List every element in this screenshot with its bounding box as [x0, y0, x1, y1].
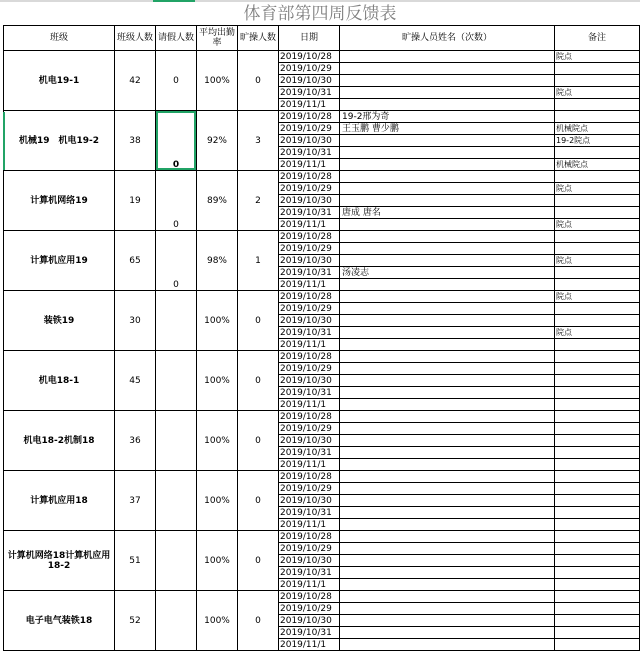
remark-cell[interactable]	[555, 267, 640, 279]
class-size-cell[interactable]: 19	[115, 171, 156, 231]
table-row	[4, 351, 640, 363]
absent-count-cell[interactable]: 0	[238, 591, 279, 651]
date-cell[interactable]: 2019/10/30	[279, 75, 340, 87]
header-remark[interactable]: 备注	[555, 26, 640, 51]
remark-cell[interactable]	[555, 471, 640, 483]
absent-names-cell[interactable]	[340, 567, 555, 579]
date-cell[interactable]: 2019/10/30	[279, 195, 340, 207]
absent-count-cell[interactable]: 0	[238, 291, 279, 351]
date-cell[interactable]: 2019/10/30	[279, 315, 340, 327]
absent-names-cell[interactable]	[340, 327, 555, 339]
class-size-cell[interactable]: 30	[115, 291, 156, 351]
remark-cell[interactable]	[555, 423, 640, 435]
remark-cell[interactable]	[555, 195, 640, 207]
remark-cell[interactable]	[555, 531, 640, 543]
absent-names-cell[interactable]	[340, 183, 555, 195]
class-size-cell[interactable]: 38	[115, 111, 156, 171]
absent-names-cell[interactable]	[340, 99, 555, 111]
absent-names-cell[interactable]	[340, 447, 555, 459]
date-cell[interactable]: 2019/10/30	[279, 135, 340, 147]
absent-names-cell[interactable]	[340, 171, 555, 183]
remark-cell[interactable]	[555, 63, 640, 75]
date-cell[interactable]: 2019/10/31	[279, 267, 340, 279]
table-row	[4, 591, 640, 603]
avg-rate-cell[interactable]: 100%	[197, 51, 238, 111]
absent-names-cell[interactable]: 19-2邢为奇	[340, 111, 555, 123]
remark-cell[interactable]	[555, 375, 640, 387]
date-cell[interactable]: 2019/11/1	[279, 519, 340, 531]
remark-cell[interactable]	[555, 507, 640, 519]
date-cell[interactable]: 2019/11/1	[279, 639, 340, 651]
class-cell[interactable]: 装铁19	[4, 291, 115, 351]
absent-names-cell[interactable]	[340, 63, 555, 75]
avg-rate-cell[interactable]: 89%	[197, 171, 238, 231]
avg-rate-cell[interactable]: 100%	[197, 471, 238, 531]
remark-cell[interactable]	[555, 243, 640, 255]
remark-cell[interactable]	[555, 399, 640, 411]
date-cell[interactable]: 2019/10/29	[279, 423, 340, 435]
header-leave[interactable]: 请假人数	[156, 26, 197, 51]
absent-names-cell[interactable]	[340, 339, 555, 351]
absent-count-cell[interactable]: 1	[238, 231, 279, 291]
leave-cell[interactable]	[156, 351, 197, 411]
class-cell[interactable]: 机械19 机电19-2	[4, 111, 115, 171]
sheet-title: 体育部第四周反馈表	[243, 4, 397, 24]
table-row	[4, 471, 640, 483]
absent-count-cell[interactable]: 0	[238, 351, 279, 411]
absent-names-cell[interactable]	[340, 603, 555, 615]
absent-names-cell[interactable]	[340, 495, 555, 507]
date-cell[interactable]: 2019/10/31	[279, 627, 340, 639]
date-cell[interactable]: 2019/10/29	[279, 183, 340, 195]
absent-count-cell[interactable]: 0	[238, 411, 279, 471]
absent-names-cell[interactable]	[340, 375, 555, 387]
absent-names-cell[interactable]	[340, 291, 555, 303]
date-cell[interactable]: 2019/10/29	[279, 243, 340, 255]
absent-names-cell[interactable]: 唐成 唐名	[340, 207, 555, 219]
remark-cell[interactable]	[555, 639, 640, 651]
date-cell[interactable]: 2019/10/31	[279, 447, 340, 459]
date-cell[interactable]: 2019/10/29	[279, 123, 340, 135]
date-cell[interactable]: 2019/10/28	[279, 411, 340, 423]
date-cell[interactable]: 2019/10/28	[279, 51, 340, 63]
table-row	[4, 231, 640, 243]
remark-cell[interactable]	[555, 171, 640, 183]
absent-names-cell[interactable]	[340, 531, 555, 543]
remark-cell[interactable]: 机械院点	[555, 159, 640, 171]
absent-names-cell[interactable]	[340, 159, 555, 171]
remark-cell[interactable]: 19-2院点	[555, 135, 640, 147]
column-header-strip	[0, 0, 640, 2]
date-cell[interactable]: 2019/10/31	[279, 147, 340, 159]
remark-cell[interactable]	[555, 567, 640, 579]
class-cell[interactable]: 计算机网络18计算机应用18-2	[4, 531, 115, 591]
row-selection-bar	[3, 112, 5, 170]
remark-cell[interactable]	[555, 207, 640, 219]
date-cell[interactable]: 2019/10/31	[279, 507, 340, 519]
header-date[interactable]: 日期	[279, 26, 340, 51]
leave-cell[interactable]: 0	[156, 231, 197, 291]
absent-names-cell[interactable]	[340, 519, 555, 531]
absent-names-cell[interactable]	[340, 459, 555, 471]
remark-cell[interactable]	[555, 303, 640, 315]
date-cell[interactable]: 2019/10/28	[279, 471, 340, 483]
class-size-cell[interactable]: 45	[115, 351, 156, 411]
absent-count-cell[interactable]: 0	[238, 51, 279, 111]
absent-names-cell[interactable]	[340, 579, 555, 591]
class-size-cell[interactable]: 37	[115, 471, 156, 531]
class-cell[interactable]: 计算机应用18	[4, 471, 115, 531]
table-row	[4, 411, 640, 423]
absent-names-cell[interactable]	[340, 543, 555, 555]
date-cell[interactable]: 2019/10/29	[279, 603, 340, 615]
date-cell[interactable]: 2019/10/30	[279, 255, 340, 267]
absent-count-cell[interactable]: 0	[238, 531, 279, 591]
absent-names-cell[interactable]	[340, 351, 555, 363]
date-cell[interactable]: 2019/11/1	[279, 339, 340, 351]
date-cell[interactable]: 2019/11/1	[279, 159, 340, 171]
date-cell[interactable]: 2019/11/1	[279, 579, 340, 591]
remark-cell[interactable]	[555, 231, 640, 243]
remark-cell[interactable]	[555, 459, 640, 471]
remark-cell[interactable]	[555, 603, 640, 615]
absent-names-cell[interactable]	[340, 279, 555, 291]
date-cell[interactable]: 2019/11/1	[279, 459, 340, 471]
date-cell[interactable]: 2019/10/31	[279, 387, 340, 399]
remark-cell[interactable]	[555, 555, 640, 567]
date-cell[interactable]: 2019/11/1	[279, 99, 340, 111]
absent-names-cell[interactable]	[340, 387, 555, 399]
remark-cell[interactable]	[555, 279, 640, 291]
leave-cell[interactable]: 0	[156, 171, 197, 231]
remark-cell[interactable]	[555, 519, 640, 531]
absent-names-cell[interactable]	[340, 615, 555, 627]
remark-cell[interactable]	[555, 387, 640, 399]
header-absent-names[interactable]: 旷操人员姓名（次数）	[340, 26, 555, 51]
remark-cell[interactable]: 机械院点	[555, 123, 640, 135]
selected-column-indicator	[153, 0, 195, 2]
absent-names-cell[interactable]	[340, 639, 555, 651]
remark-cell[interactable]	[555, 411, 640, 423]
remark-cell[interactable]	[555, 111, 640, 123]
header-class[interactable]: 班级	[4, 26, 115, 51]
remark-cell[interactable]	[555, 483, 640, 495]
leave-cell[interactable]	[156, 411, 197, 471]
absent-names-cell[interactable]	[340, 627, 555, 639]
absent-count-cell[interactable]: 2	[238, 171, 279, 231]
remark-cell[interactable]	[555, 495, 640, 507]
table-row	[4, 531, 640, 543]
remark-cell[interactable]: 院点	[555, 291, 640, 303]
date-cell[interactable]: 2019/10/29	[279, 363, 340, 375]
date-cell[interactable]: 2019/10/30	[279, 555, 340, 567]
remark-cell[interactable]	[555, 447, 640, 459]
class-size-cell[interactable]: 42	[115, 51, 156, 111]
header-class-size[interactable]: 班级人数	[115, 26, 156, 51]
date-cell[interactable]: 2019/10/28	[279, 291, 340, 303]
avg-rate-cell[interactable]: 100%	[197, 411, 238, 471]
table-row	[4, 111, 640, 123]
remark-cell[interactable]	[555, 99, 640, 111]
class-size-cell[interactable]: 52	[115, 591, 156, 651]
date-cell[interactable]: 2019/11/1	[279, 279, 340, 291]
date-cell[interactable]: 2019/10/30	[279, 375, 340, 387]
remark-cell[interactable]	[555, 351, 640, 363]
remark-cell[interactable]: 院点	[555, 183, 640, 195]
table-row	[4, 291, 640, 303]
date-cell[interactable]: 2019/10/28	[279, 531, 340, 543]
date-cell[interactable]: 2019/11/1	[279, 399, 340, 411]
absent-names-cell[interactable]	[340, 135, 555, 147]
avg-rate-cell[interactable]: 100%	[197, 591, 238, 651]
remark-cell[interactable]	[555, 579, 640, 591]
leave-cell[interactable]	[156, 531, 197, 591]
class-cell[interactable]: 机电18-1	[4, 351, 115, 411]
absent-count-cell[interactable]: 0	[238, 471, 279, 531]
remark-cell[interactable]	[555, 75, 640, 87]
class-cell[interactable]: 机电19-1	[4, 51, 115, 111]
leave-cell[interactable]: 0	[156, 111, 197, 171]
date-cell[interactable]: 2019/10/29	[279, 63, 340, 75]
absent-names-cell[interactable]	[340, 219, 555, 231]
absent-names-cell[interactable]	[340, 51, 555, 63]
date-cell[interactable]: 2019/10/31	[279, 87, 340, 99]
header-row	[4, 26, 640, 51]
absent-names-cell[interactable]	[340, 483, 555, 495]
table-body	[4, 51, 640, 651]
remark-cell[interactable]: 院点	[555, 327, 640, 339]
absent-names-cell[interactable]	[340, 363, 555, 375]
remark-cell[interactable]	[555, 543, 640, 555]
date-cell[interactable]: 2019/10/31	[279, 567, 340, 579]
remark-cell[interactable]	[555, 627, 640, 639]
absent-names-cell[interactable]	[340, 147, 555, 159]
remark-cell[interactable]	[555, 147, 640, 159]
leave-cell[interactable]	[156, 291, 197, 351]
remark-cell[interactable]	[555, 315, 640, 327]
date-cell[interactable]: 2019/10/28	[279, 591, 340, 603]
class-size-cell[interactable]: 51	[115, 531, 156, 591]
absent-names-cell[interactable]	[340, 471, 555, 483]
absent-names-cell[interactable]	[340, 195, 555, 207]
avg-rate-cell[interactable]: 100%	[197, 531, 238, 591]
date-cell[interactable]: 2019/10/28	[279, 111, 340, 123]
avg-rate-cell[interactable]: 98%	[197, 231, 238, 291]
table-row	[4, 171, 640, 183]
absent-names-cell[interactable]	[340, 315, 555, 327]
absent-names-cell[interactable]	[340, 399, 555, 411]
date-cell[interactable]: 2019/10/30	[279, 495, 340, 507]
absent-names-cell[interactable]	[340, 411, 555, 423]
remark-cell[interactable]: 院点	[555, 255, 640, 267]
remark-cell[interactable]	[555, 363, 640, 375]
date-cell[interactable]: 2019/10/28	[279, 351, 340, 363]
date-cell[interactable]: 2019/10/29	[279, 303, 340, 315]
absent-names-cell[interactable]	[340, 591, 555, 603]
date-cell[interactable]: 2019/10/31	[279, 327, 340, 339]
remark-cell[interactable]: 院点	[555, 87, 640, 99]
remark-cell[interactable]: 院点	[555, 51, 640, 63]
absent-names-cell[interactable]	[340, 87, 555, 99]
avg-rate-cell[interactable]: 100%	[197, 291, 238, 351]
leave-cell[interactable]	[156, 471, 197, 531]
remark-cell[interactable]: 院点	[555, 219, 640, 231]
absent-names-cell[interactable]	[340, 435, 555, 447]
date-cell[interactable]: 2019/10/30	[279, 435, 340, 447]
absent-count-cell[interactable]: 3	[238, 111, 279, 171]
absent-names-cell[interactable]	[340, 507, 555, 519]
absent-names-cell[interactable]	[340, 555, 555, 567]
class-size-cell[interactable]: 36	[115, 411, 156, 471]
date-cell[interactable]: 2019/10/28	[279, 171, 340, 183]
header-avg-rate[interactable]: 平均出勤率	[197, 26, 238, 51]
table-row	[4, 51, 640, 63]
remark-cell[interactable]	[555, 435, 640, 447]
leave-cell[interactable]	[156, 591, 197, 651]
class-cell[interactable]: 电子电气装铁18	[4, 591, 115, 651]
remark-cell[interactable]	[555, 339, 640, 351]
absent-names-cell[interactable]	[340, 423, 555, 435]
date-cell[interactable]: 2019/10/31	[279, 207, 340, 219]
absent-names-cell[interactable]	[340, 255, 555, 267]
date-cell[interactable]: 2019/10/29	[279, 543, 340, 555]
absent-names-cell[interactable]	[340, 231, 555, 243]
date-cell[interactable]: 2019/10/30	[279, 615, 340, 627]
leave-cell[interactable]: 0	[156, 51, 197, 111]
class-cell[interactable]: 机电18-2机制18	[4, 411, 115, 471]
absent-names-cell[interactable]: 汤凌志	[340, 267, 555, 279]
feedback-table	[3, 25, 640, 651]
remark-cell[interactable]	[555, 591, 640, 603]
class-cell[interactable]: 计算机应用19	[4, 231, 115, 291]
class-size-cell[interactable]: 65	[115, 231, 156, 291]
avg-rate-cell[interactable]: 92%	[197, 111, 238, 171]
date-cell[interactable]: 2019/10/29	[279, 483, 340, 495]
avg-rate-cell[interactable]: 100%	[197, 351, 238, 411]
absent-names-cell[interactable]	[340, 243, 555, 255]
date-cell[interactable]: 2019/11/1	[279, 219, 340, 231]
date-cell[interactable]: 2019/10/28	[279, 231, 340, 243]
remark-cell[interactable]	[555, 615, 640, 627]
class-cell[interactable]: 计算机网络19	[4, 171, 115, 231]
absent-names-cell[interactable]	[340, 75, 555, 87]
header-absent[interactable]: 旷操人数	[238, 26, 279, 51]
absent-names-cell[interactable]	[340, 303, 555, 315]
absent-names-cell[interactable]: 王玉鹏 曹少鹏	[340, 123, 555, 135]
